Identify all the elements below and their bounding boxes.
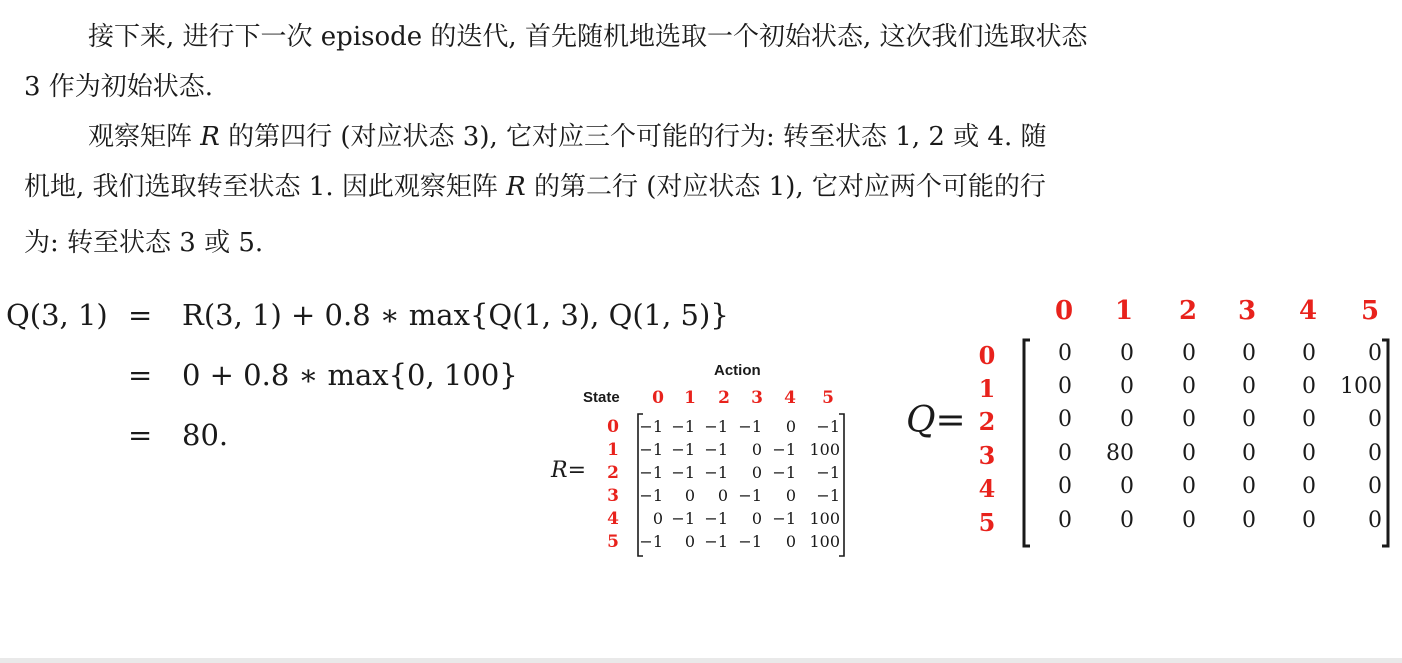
paragraph-2-line-3: 为: 转至状态 3 或 5.: [24, 228, 264, 258]
q-matrix-row-label: 4: [978, 474, 996, 503]
r-matrix-col-label: 3: [751, 388, 763, 408]
q-matrix-cell: 0: [1120, 341, 1134, 366]
r-matrix-row-label: 4: [607, 509, 619, 529]
q-matrix-cell: 80: [1106, 441, 1134, 466]
q-matrix-cell: 0: [1058, 508, 1072, 533]
q-matrix-cell: 0: [1058, 341, 1072, 366]
paragraph-2-line-2-a: 机地, 我们选取转至状态 1. 因此观察矩阵: [24, 172, 507, 202]
matrix-r-variable: R: [506, 172, 526, 202]
r-matrix-col-label: 5: [822, 388, 834, 408]
r-matrix-cell: 0: [785, 486, 796, 505]
q-matrix-cell: 0: [1182, 474, 1196, 499]
r-matrix-cell: 0: [717, 486, 728, 505]
r-matrix-col-label: 4: [784, 388, 796, 408]
r-matrix-row-label: 2: [607, 463, 619, 483]
equation-rhs-3: 80.: [182, 418, 229, 452]
r-matrix-cell: −1: [639, 440, 663, 459]
bottom-divider: [0, 658, 1402, 663]
q-matrix-cell: 0: [1368, 474, 1382, 499]
q-matrix-row-label: 2: [978, 407, 996, 436]
q-matrix-cell: 100: [1340, 374, 1382, 399]
q-matrix-row-label: 0: [978, 341, 996, 370]
r-matrix-row-label: 3: [607, 486, 619, 506]
r-matrix-cell: 0: [751, 463, 762, 482]
r-matrix-cell: −1: [704, 440, 728, 459]
equation-lhs: Q(3, 1): [6, 298, 108, 332]
r-matrix-cell: −1: [704, 463, 728, 482]
q-matrix-cell: 0: [1242, 374, 1256, 399]
q-matrix-cell: 0: [1368, 407, 1382, 432]
r-matrix-cell: −1: [738, 486, 762, 505]
equation-equals-3: =: [128, 418, 153, 452]
q-matrix-cell: 0: [1242, 508, 1256, 533]
r-matrix-row-label: 1: [607, 440, 619, 460]
q-matrix-cell: 0: [1120, 508, 1134, 533]
q-matrix-cell: 0: [1368, 441, 1382, 466]
r-matrix-cell: 100: [809, 509, 840, 528]
r-matrix-cell: −1: [816, 486, 840, 505]
q-matrix-col-label: 4: [1298, 296, 1318, 326]
q-matrix-cell: 0: [1058, 374, 1072, 399]
equation-rhs-2: 0 + 0.8 ∗ max{0, 100}: [182, 358, 518, 392]
r-matrix-cell: −1: [816, 417, 840, 436]
q-matrix-cell: 0: [1058, 474, 1072, 499]
r-matrix-row-label: 5: [607, 532, 619, 552]
r-matrix-cell: 0: [785, 417, 796, 436]
r-matrix-cell: −1: [772, 509, 796, 528]
q-matrix-cell: 0: [1302, 441, 1316, 466]
paragraph-1-line-1: 接下来, 进行下一次 episode 的迭代, 首先随机地选取一个初始状态, 这次我们选取状态: [88, 22, 1088, 52]
q-matrix-cell: 0: [1242, 441, 1256, 466]
equation-rhs-1: R(3, 1) + 0.8 ∗ max{Q(1, 3), Q(1, 5)}: [182, 298, 729, 332]
r-matrix-cell: 100: [809, 440, 840, 459]
r-matrix-cell: −1: [772, 440, 796, 459]
r-matrix-cell: 0: [684, 532, 695, 551]
q-matrix-col-label: 0: [1054, 296, 1074, 326]
r-matrix-cell: −1: [772, 463, 796, 482]
q-matrix-cell: 0: [1120, 407, 1134, 432]
r-matrix-cell: −1: [671, 509, 695, 528]
q-matrix-row-label: 5: [978, 508, 996, 537]
q-matrix-cell: 0: [1120, 474, 1134, 499]
q-matrix-col-label: 5: [1360, 296, 1380, 326]
q-matrix-col-label: 3: [1237, 296, 1257, 326]
r-matrix-cell: −1: [639, 486, 663, 505]
r-matrix-cell: −1: [639, 463, 663, 482]
q-matrix-label: Q=: [906, 400, 966, 441]
r-matrix-cell: −1: [671, 417, 695, 436]
r-matrix-col-label: 2: [718, 388, 730, 408]
r-matrix-cell: −1: [704, 417, 728, 436]
r-matrix-cell: 100: [809, 532, 840, 551]
matrix-r-variable: R: [200, 122, 220, 152]
q-matrix-cell: 0: [1302, 508, 1316, 533]
q-matrix-cell: 0: [1182, 441, 1196, 466]
q-matrix-row-label: 1: [978, 374, 996, 403]
paragraph-2-line-1-b: 的第四行 (对应状态 3), 它对应三个可能的行为: 转至状态 1, 2 或 4. 随: [219, 122, 1047, 152]
r-matrix-cell: −1: [738, 417, 762, 436]
r-matrix-cell: −1: [639, 532, 663, 551]
q-matrix-cell: 0: [1242, 407, 1256, 432]
r-matrix-cell: −1: [639, 417, 663, 436]
paragraph-2-line-1-a: 观察矩阵: [88, 122, 201, 152]
q-matrix-cell: 0: [1058, 407, 1072, 432]
r-matrix-action-title: Action: [714, 362, 761, 379]
paragraph-2-line-2-b: 的第二行 (对应状态 1), 它对应两个可能的行: [525, 172, 1046, 202]
r-matrix-cell: 0: [684, 486, 695, 505]
q-matrix-cell: 0: [1182, 341, 1196, 366]
paragraph-1-line-2: 3 作为初始状态.: [24, 72, 214, 102]
q-matrix-cell: 0: [1368, 341, 1382, 366]
equation-equals-1: =: [128, 298, 153, 332]
r-matrix-state-header: State: [583, 389, 620, 406]
q-matrix-col-label: 1: [1114, 296, 1134, 326]
q-matrix-cell: 0: [1302, 474, 1316, 499]
r-matrix-col-label: 1: [684, 388, 696, 408]
q-matrix-cell: 0: [1242, 341, 1256, 366]
r-matrix-cell: 0: [751, 440, 762, 459]
r-matrix-col-label: 0: [652, 388, 664, 408]
r-matrix-cell: −1: [738, 532, 762, 551]
r-matrix-cell: 0: [785, 532, 796, 551]
q-matrix-cell: 0: [1182, 407, 1196, 432]
r-matrix-cell: −1: [704, 509, 728, 528]
q-matrix-cell: 0: [1242, 474, 1256, 499]
r-matrix-label: R=: [551, 458, 586, 483]
q-matrix-cell: 0: [1302, 374, 1316, 399]
r-matrix-cell: −1: [816, 463, 840, 482]
q-matrix-cell: 0: [1182, 508, 1196, 533]
equation-equals-2: =: [128, 358, 153, 392]
r-matrix-cell: 0: [652, 509, 663, 528]
q-matrix-cell: 0: [1368, 508, 1382, 533]
q-matrix-cell: 0: [1058, 441, 1072, 466]
r-matrix-cell: −1: [704, 532, 728, 551]
r-matrix-cell: 0: [751, 509, 762, 528]
q-matrix-col-label: 2: [1178, 296, 1198, 326]
r-matrix-row-label: 0: [607, 417, 619, 437]
r-matrix-cell: −1: [671, 440, 695, 459]
q-matrix-cell: 0: [1302, 341, 1316, 366]
r-matrix-cell: −1: [671, 463, 695, 482]
q-matrix-cell: 0: [1182, 374, 1196, 399]
q-matrix-cell: 0: [1302, 407, 1316, 432]
q-matrix-row-label: 3: [978, 441, 996, 470]
q-matrix-cell: 0: [1120, 374, 1134, 399]
